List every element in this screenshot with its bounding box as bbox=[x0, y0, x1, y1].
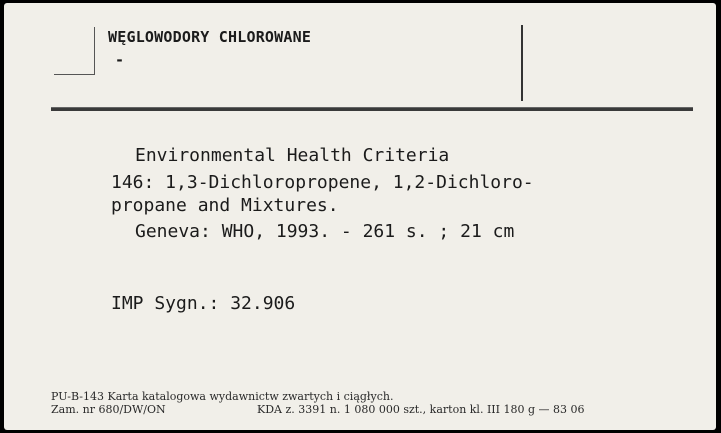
heading-divider-rule bbox=[51, 107, 693, 111]
entry-line-1: Environmental Health Criteria bbox=[135, 145, 450, 166]
printer-footer-print-run: KDA z. 3391 n. 1 080 000 szt., karton kl. III 180 g — 83 06 bbox=[257, 403, 585, 416]
entry-line-4: Geneva: WHO, 1993. - 261 s. ; 21 cm bbox=[135, 221, 515, 242]
printer-footer-order: Zam. nr 680/DW/ON bbox=[51, 403, 166, 416]
corner-bracket-horizontal bbox=[54, 74, 95, 75]
entry-line-2: 146: 1,3-Dichloropropene, 1,2-Dichloro- bbox=[111, 172, 534, 193]
printer-footer-line-1: PU-B-143 Karta katalogowa wydawnictw zwartych i ciągłych. bbox=[51, 390, 394, 403]
catalog-card bbox=[4, 3, 716, 430]
shelf-signature: IMP Sygn.: 32.906 bbox=[111, 293, 296, 314]
subject-subheading-dash: - bbox=[115, 51, 125, 69]
heading-box-right-line bbox=[521, 25, 523, 101]
corner-bracket-vertical bbox=[94, 27, 95, 75]
entry-line-3: propane and Mixtures. bbox=[111, 195, 339, 216]
subject-heading: WĘGLOWODORY CHLOROWANE bbox=[108, 28, 312, 46]
